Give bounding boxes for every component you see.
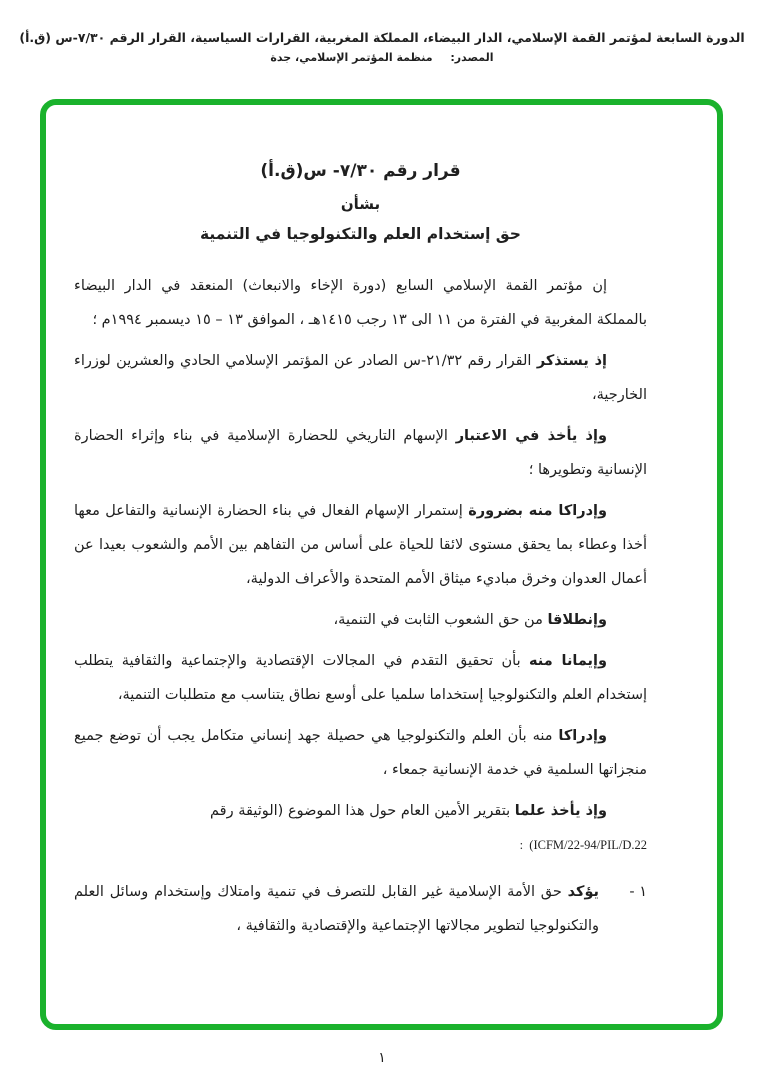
paragraph-text: منه بأن العلم والتكنولوجيا هي حصيلة جهد إنساني متكامل يجب أن توضع جميع منجزاتها السلمية في خدمة الإنسانية جمعاء ، bbox=[74, 728, 647, 778]
operative-item bbox=[74, 875, 647, 943]
scan-header bbox=[0, 30, 764, 64]
preamble-paragraph bbox=[74, 419, 647, 487]
document-body bbox=[52, 111, 711, 1018]
item-number: ١ - bbox=[629, 884, 647, 900]
paragraph-text: إن مؤتمر القمة الإسلامي السابع (دورة الإخاء والانبعاث) المنعقد في الدار البيضاء بالمملكة المغربية في الفترة من ١١ الى ١٣ رجب ١٤١٥هـ ، الموافق ١٣ – ١٥ ديسمبر ١٩٩٤م ؛ bbox=[74, 278, 647, 328]
document-reference-code: : (ICFM/22-94/PIL/D.22 bbox=[519, 838, 647, 852]
document-source-line: الدورة السابعة لمؤتمر القمة الإسلامي، الدار البيضاء، المملكة المغربية، القرارات السياسية، القرار الرقم ٧/٣٠-س (ق.أ) bbox=[19, 30, 745, 45]
paragraph-lead: وإذ يأخذ في الاعتبار bbox=[455, 428, 607, 444]
resolution-subject: حق إستخدام العلم والتكنولوجيا في التنمية bbox=[200, 225, 521, 243]
source-line bbox=[0, 51, 764, 64]
paragraph-lead: إذ يستذكر bbox=[536, 353, 607, 369]
resolution-number: قرار رقم ٧/٣٠- س(ق.أ) bbox=[260, 161, 461, 181]
green-document-frame bbox=[40, 99, 723, 1030]
item-lead: يؤكد bbox=[567, 884, 599, 900]
paragraph-lead: وإيمانا منه bbox=[529, 653, 607, 669]
resolution-subject-label: بشأن bbox=[340, 195, 381, 213]
preamble-paragraph bbox=[74, 494, 647, 596]
paragraph-text: إستمرار الإسهام الفعال في بناء الحضارة الإنسانية والتفاعل معها أخذا وعطاء بما يحقق مستوى لائقا للحياة على أساس من التفاهم بين الأمم والشعوب بعيدا عن أعمال العدوان وخرق مباديء ميثاق الأمم المتحدة والأعراف الدولية، bbox=[74, 503, 647, 587]
paragraph-text: بأن تحقيق التقدم في المجالات الإقتصادية والإجتماعية والثقافية يتطلب إستخدام العلم والتكنولوجيا إستخداما سلميا على أوسع نطاق يتناسب مع متطلبات التنمية، bbox=[74, 653, 647, 703]
source-label: المصدر: bbox=[450, 51, 494, 64]
paragraph-text: الإسهام التاريخي للحضارة الإسلامية في بناء وإثراء الحضارة الإنسانية وتطويرها ؛ bbox=[74, 428, 647, 478]
paragraph-text: القرار رقم ٢١/٣٢-س الصادر عن المؤتمر الإسلامي الحادي والعشرين لوزراء الخارجية، bbox=[74, 353, 647, 403]
preamble-paragraph bbox=[74, 344, 647, 412]
item-text: حق الأمة الإسلامية غير القابل للتصرف في تنمية وامتلاك وإستخدام وسائل العلم والتكنولوجيا لتطوير مجالاتها الإجتماعية والإقتصادية والثقافية ، bbox=[74, 884, 599, 934]
preamble-paragraph bbox=[74, 794, 647, 828]
preamble-paragraph bbox=[74, 719, 647, 787]
paragraph-lead: وإدراكا bbox=[558, 728, 607, 744]
source-value: منظمة المؤتمر الإسلامي، جدة bbox=[270, 51, 433, 64]
preamble-paragraph bbox=[74, 644, 647, 712]
resolution-title-block bbox=[74, 161, 647, 243]
paragraph-lead: وإدراكا منه بضرورة bbox=[468, 503, 608, 519]
paragraph-text: من حق الشعوب الثابت في التنمية، bbox=[333, 612, 548, 628]
preamble-paragraph bbox=[74, 603, 647, 637]
paragraph-text: بتقرير الأمين العام حول هذا الموضوع (الوثيقة رقم bbox=[210, 803, 515, 819]
paragraph-lead: وإذ يأخذ علما bbox=[514, 803, 607, 819]
page-number: ١ bbox=[378, 1050, 386, 1066]
paragraph-lead: وإنطلاقا bbox=[547, 612, 607, 628]
preamble-paragraph bbox=[74, 269, 647, 337]
